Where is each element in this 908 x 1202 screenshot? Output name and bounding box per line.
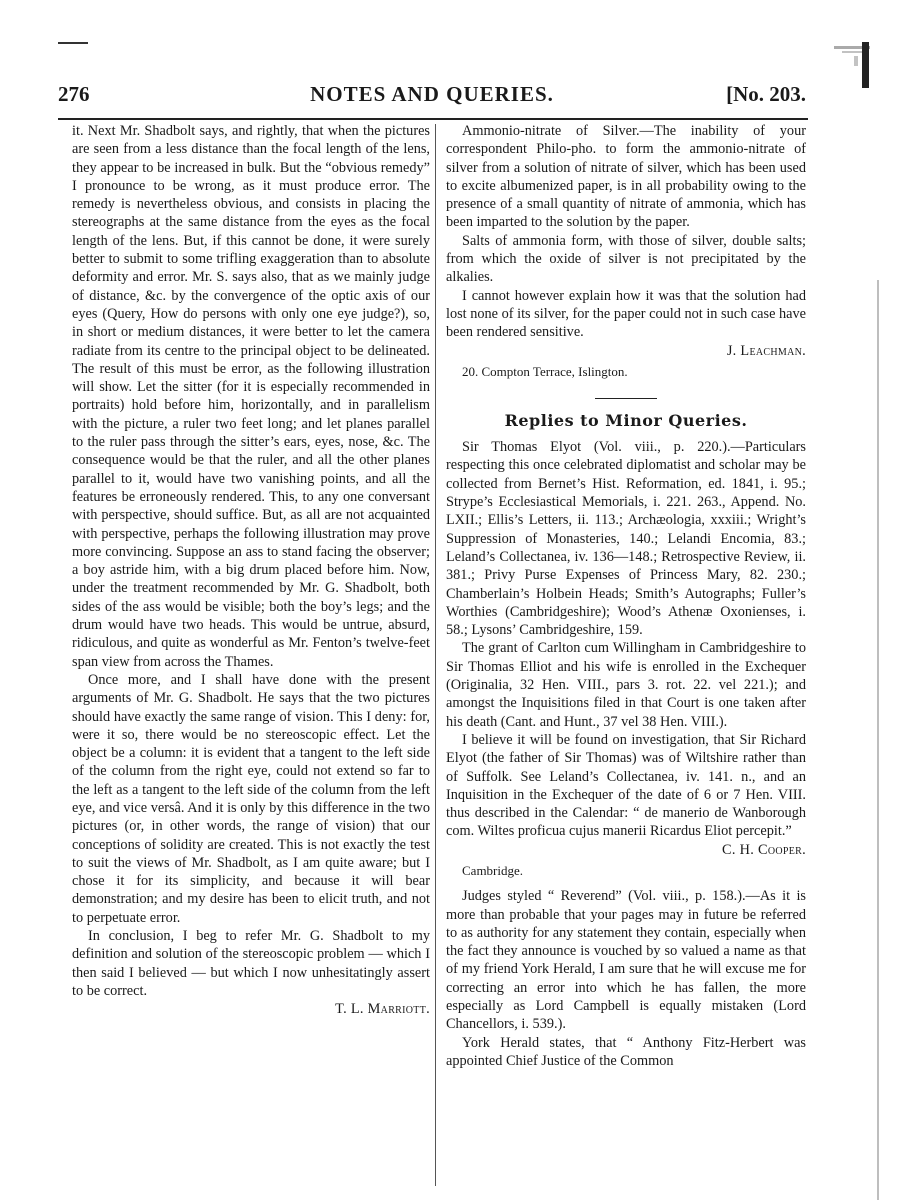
column-divider — [435, 124, 436, 1186]
leachman-signature: J. Leachman. — [726, 342, 806, 359]
marriott-signature: T. L. Marriott. — [335, 1001, 430, 1018]
scan-mark-dash — [58, 42, 88, 44]
header-rule — [58, 118, 808, 120]
ammonio-nitrate-paragraph-2: Salts of ammonia form, with those of silver, double salts; from which the oxide of silver is not precipitated by the alkalies. — [446, 232, 806, 286]
judges-paragraph-1: Judges styled “ Reverend” (Vol. viii., p. 158.).—As it is more than probable that your pages may in future be referred to as authority for any statement they contain, especially when the fact they announce is vouched by so valued a name as that of my friend York Herald, I am sure that he will excuse me for correcting an error into which he has fallen, the more especially as Lord Campbell is equally mistaken (Lord Chancellors, i. 539.). — [446, 888, 806, 1033]
paragraph-gap — [446, 880, 806, 887]
marriott-paragraph-2: Once more, and I shall have done with the present arguments of Mr. G. Shadbolt. He says that the two pictures should have exactly the same range of vision. This I deny: for, were it so, there would be no stereoscopic effect. Let the object be a column: it is evident that a tangent to the left side of the column from the right eye, could not extend so far to the left as a tangent to the left side of the column from the left eye, and vice versâ. And it is only by this difference in the two pictures (or, in other words, the range of vision) that our conceptions of solidity are created. This is not exactly the test to suit the views of Mr. Shadbolt, as I am quite aware; but I chose it for its simplicity, and because it will bear demonstration; and my desire has been to elicit truth, and not to perpetuate error. — [72, 671, 430, 926]
marriott-paragraph-1: it. Next Mr. Shadbolt says, and rightly, that when the pictures are seen from a less distance than the focal length of the lens, they appear to be increased in bulk. But the “obvious remedy” I pronounce to be wrong, as it must produce error. The remedy is nevertheless obvious, and consists in placing the stereographs at the same distance from the eyes as the focal length of the lens. But, if this cannot be done, it were surely better to submit to some trifling exaggeration than to absolute deformity and error. Mr. S. says also, that as we mainly judge of distance, &c. by the convergence of the optic axis of our eyes (Query, How do persons with only one eye judge?), so, in short or medium distances, it were better to let the camera radiate from its centre to the principal object to be delineated. The result of this must be error, as the following illustration will show. Let the sitter (for it is especially recommended in portraits) hold before him, horizontally, and in parallelism with the picture, a ruler two feet long; and let planes parallel to the ruler pass through the sitter’s ears, eyes, nose, &c. The consequence would be that the ruler, and all the other planes parallel to it, would have two vanishing points, and all the features be erroneously rendered. This, to any one conversant with perspective, should suffice. But, as all are not acquainted with perspective, perhaps the following illustration may prove more convincing. Suppose an ass to stand facing the observer; a boy astride him, with a big drum placed before him. Now, under the treatment recommended by Mr. G. Shadbolt, both sides of the ass would be visible; both the boy’s legs; and the drum would have two heads. This would be untrue, absurd, ridiculous, and quite as wonderful as Mr. Fenton’s twelve-feet span view from across the Thames. — [72, 123, 430, 670]
right-column — [446, 122, 806, 1070]
marriott-paragraph-3: In conclusion, I beg to refer Mr. G. Shadbolt to my definition and solution of the stereoscopic problem — which I then said I believed — but which I now unhesitatingly assert to be correct. — [72, 928, 430, 999]
cooper-signature: C. H. Cooper. — [722, 841, 806, 858]
scan-page-edge — [877, 280, 879, 1200]
elyot-paragraph-2: The grant of Carlton cum Willingham in Cambridgeshire to Sir Thomas Elliot and his wife is enrolled in the Exchequer (Originalia, 32 Hen. VIII., pars 3. rot. 22. vel 221.); and amongst the Inquisitions filed in that Court is one taken after his death (Cant. and Hunt., 37 vel 38 Hen. VIII.). — [446, 640, 806, 730]
elyot-paragraph-3: I believe it will be found on investigation, that Sir Richard Elyot (the father of Sir Thomas) was of Wiltshire rather than of Suffolk. See Leland’s Collectanea, iv. 141. n., and an Inquisition in the Exchequer of the date of 6 or 7 Hen. VIII. thus described in the Calendar: “ de manerio de Wanborough com. Wiltes proficua cujus manerii Ricardus Eliot percepit.” — [446, 731, 806, 840]
left-column — [72, 122, 430, 1019]
cooper-place: Cambridge. — [462, 862, 524, 878]
page-number: 276 — [58, 82, 90, 106]
judges-paragraph-2: York Herald states, that “ Anthony Fitz-Herbert was appointed Chief Justice of the Common — [446, 1034, 806, 1069]
issue-number: [No. 203. — [726, 82, 806, 106]
section-heading: Replies to Minor Queries. — [504, 411, 748, 431]
leachman-address: 20. Compton Terrace, Islington. — [462, 363, 628, 379]
ammonio-nitrate-paragraph-1: Ammonio-nitrate of Silver.—The inability of your correspondent Philo-pho. to form the ammonio-nitrate of silver from a solution of nitrate of silver, which has been used to excite albumenized paper, is in all probability owing to the presence of a small quantity of nitrate of ammonia, which has been imparted to the solution by the paper. — [446, 123, 806, 231]
running-title: NOTES AND QUERIES. — [310, 82, 554, 106]
ammonio-nitrate-paragraph-3: I cannot however explain how it was that the solution had lost none of its silver, for the paper could not in such case have been rendered sensitive. — [446, 287, 806, 341]
elyot-paragraph-1: Sir Thomas Elyot (Vol. viii., p. 220.).—Particulars respecting this once celebrated diplomatist and scholar may be collected from Bernet’s Hist. Reformation, ed. 1841, i. 95.; Strype’s Ecclesiastical Memorials, i. 221. 263., Append. No. LXII.; Ellis’s Letters, ii. 113.; Archæologia, xxxiii.; Wright’s Suppression of Monasteries, 140.; Lelandi Encomia, 83.; Leland’s Collectanea, iv. 136—148.; Retrospective Review, ii. 381.; Privy Purse Expenses of Princess Mary, 82. 230.; Chamberlain’s Holbein Heads; Smith’s Autographs; Fuller’s Worthies (Cambridgeshire); Wood’s Athenæ Oxonienses, i. 58.; Lysons’ Cambridgeshire, 159. — [446, 439, 806, 639]
section-divider — [595, 398, 657, 399]
page-header — [58, 82, 806, 112]
scan-binding-mark — [832, 42, 872, 88]
